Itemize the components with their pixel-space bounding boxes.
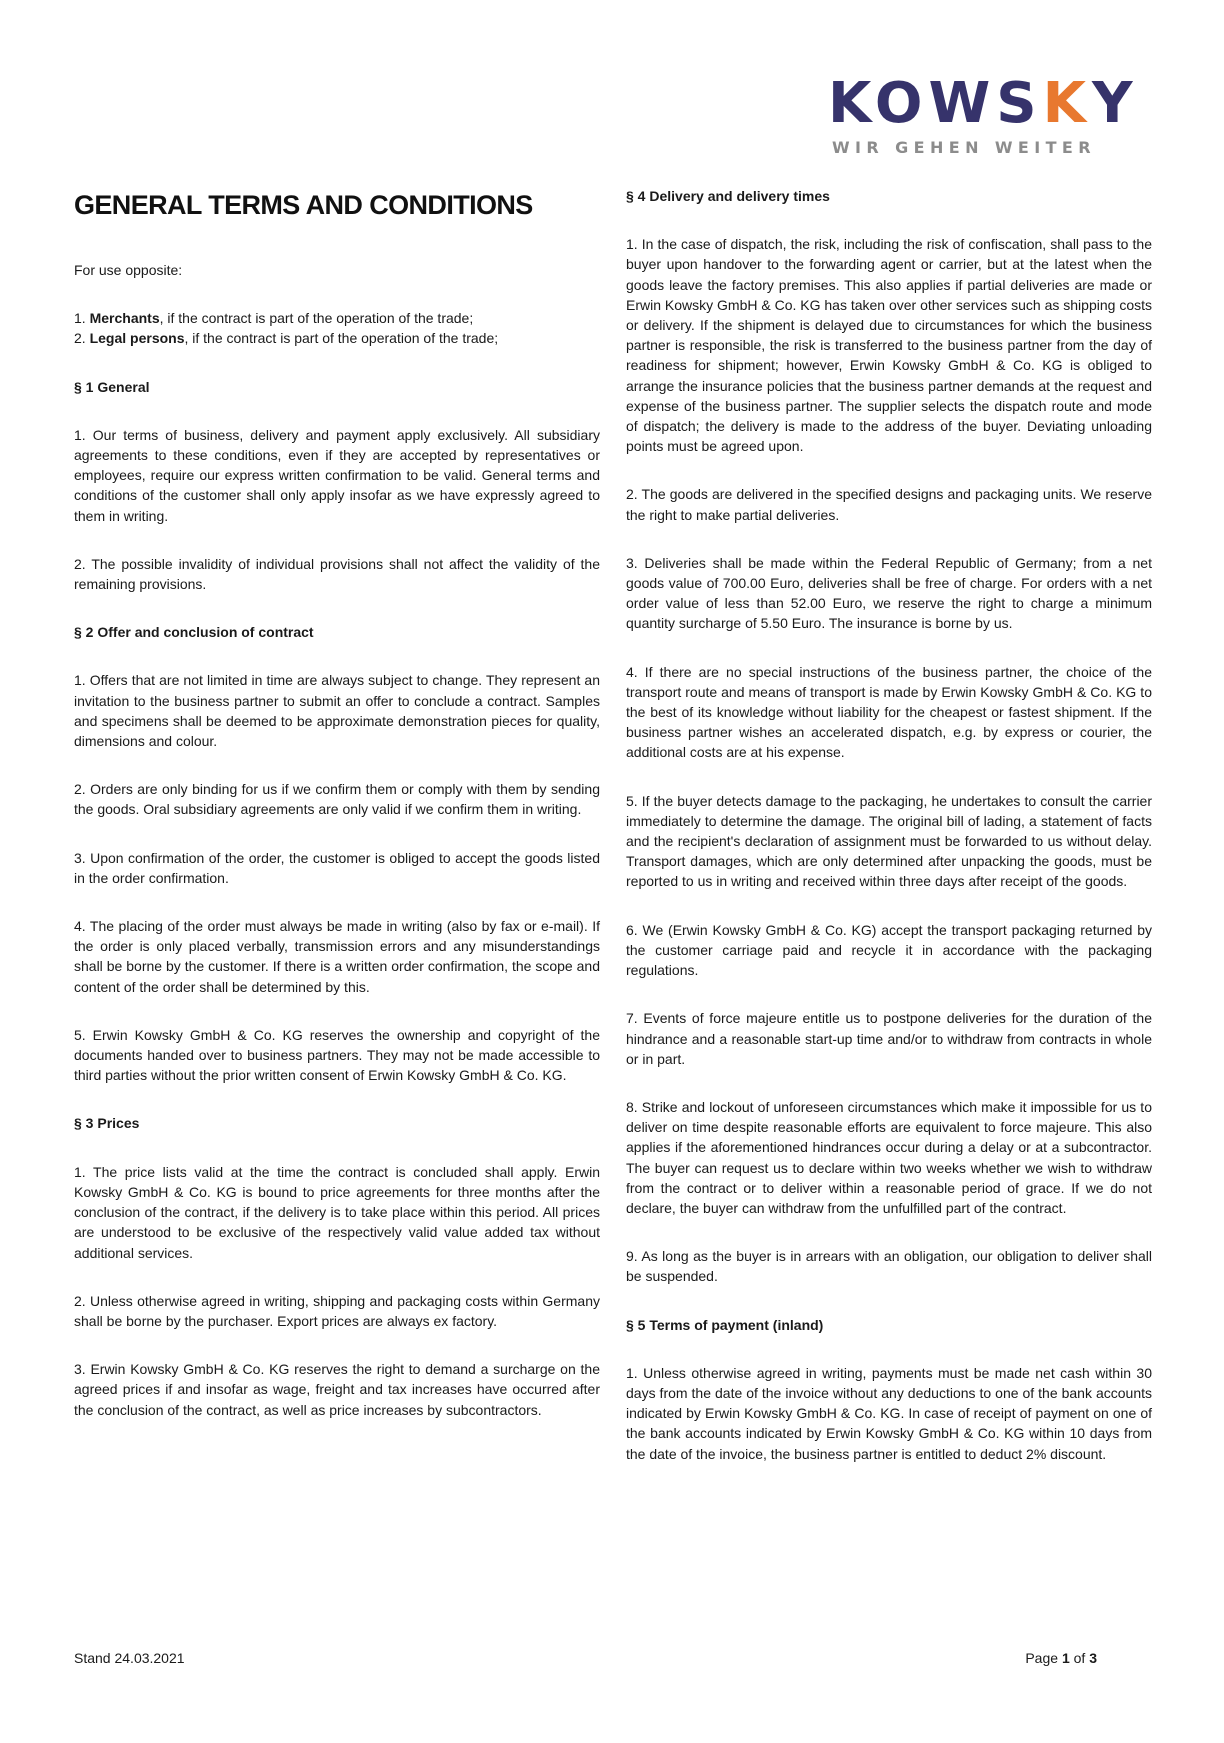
- intro-text: For use opposite:: [74, 262, 183, 278]
- section-heading: § 2 Offer and conclusion of contract: [74, 624, 314, 641]
- clause-paragraph: 9. As long as the buyer is in arrears with an obligation, our obligation to deliver shall be suspended.: [626, 1248, 1152, 1285]
- clause-paragraph: 4. The placing of the order must always be made in writing (also by fax or e-mail). If the order is only placed verbally, transmission errors and any misunderstandings shall be borne by the customer. If there is a written order confirmation, the scope and content of the order shall be determined by this.: [74, 918, 600, 995]
- section-heading: § 5 Terms of payment (inland): [626, 1316, 824, 1333]
- right-sections: [626, 186, 1152, 1464]
- logo-tagline: WIR GEHEN WEITER: [832, 138, 1096, 157]
- clause-paragraph: 2. Unless otherwise agreed in writing, shipping and packaging costs within Germany shall be borne by the purchaser. Export prices are always ex factory.: [74, 1292, 600, 1329]
- clause-paragraph: 2. The goods are delivered in the specified designs and packaging units. We reserve the right to make partial deliveries.: [626, 486, 1152, 523]
- list-item: 1. Merchants, if the contract is part of the operation of the trade;: [74, 310, 474, 327]
- clause-paragraph: 5. If the buyer detects damage to the packaging, he undertakes to consult the carrier immediately to determine the damage. The original bill of lading, a statement of facts and the recipient's declaration of assignment must be forwarded to us without delay. Transport damages, which are only determined after unpacking the goods, must be reported to us in writing and received within three days after receipt of the goods.: [626, 792, 1152, 890]
- clause-paragraph: 3. Deliveries shall be made within the Federal Republic of Germany; from a net goods value of 700.00 Euro, deliveries shall be free of charge. For orders with a net order value of less than 52.00 Euro, we reserve the right to charge a minimum quantity surcharge of 5.50 Euro. The insurance is borne by us.: [626, 554, 1152, 632]
- clause-paragraph: 5. Erwin Kowsky GmbH & Co. KG reserves the ownership and copyright of the documents handed over to business partners. They may not be made accessible to third parties without the prior written consent of Erwin Kowsky GmbH & Co. KG.: [74, 1026, 600, 1084]
- clause-paragraph: 2. Orders are only binding for us if we confirm them or comply with them by sending the goods. Oral subsidiary agreements are only valid if we confirm them in writing.: [74, 781, 600, 818]
- clause-paragraph: 7. Events of force majeure entitle us to postpone deliveries for the duration of the hindrance and a reasonable start-up time and/or to withdraw from contracts in whole or in part.: [626, 1010, 1152, 1067]
- clause-paragraph: 1. The price lists valid at the time the contract is concluded shall apply. Erwin Kowsky GmbH & Co. KG is bound to price agreements for three months after the conclusion of the contract, if the delivery is to take place within this period. All prices are understood to be exclusive of the respectively valid value added tax without additional services.: [74, 1163, 600, 1261]
- footer-page-number: Page 1 of 3: [1025, 1650, 1097, 1666]
- clause-paragraph: 3. Upon confirmation of the order, the customer is obliged to accept the goods listed in the order confirmation.: [74, 849, 600, 886]
- clause-paragraph: 1. Unless otherwise agreed in writing, payments must be made net cash within 30 days from the date of the invoice without any deductions to one of the bank accounts indicated by Erwin Kowsky GmbH & Co. KG. In case of receipt of payment on one of the bank accounts indicated by Erwin Kowsky GmbH & Co. KG within 10 days from the date of the invoice, the business partner is entitled to deduct 2% discount.: [626, 1364, 1152, 1462]
- list-item: 2. Legal persons, if the contract is part of the operation of the trade;: [74, 330, 499, 347]
- clause-paragraph: 2. The possible invalidity of individual provisions shall not affect the validity of the remaining provisions.: [74, 555, 600, 593]
- company-logo: [828, 71, 1148, 157]
- clause-paragraph: 3. Erwin Kowsky GmbH & Co. KG reserves the right to demand a surcharge on the agreed prices if and insofar as wage, freight and tax increases have occurred after the conclusion of the contract, as well as price increases by subcontractors.: [74, 1361, 600, 1418]
- section-heading: § 3 Prices: [74, 1115, 140, 1132]
- applicability-list: [74, 308, 600, 348]
- left-column: [74, 190, 600, 1448]
- footer-date: Stand 24.03.2021: [74, 1650, 185, 1666]
- section-heading: § 4 Delivery and delivery times: [626, 188, 830, 204]
- clause-paragraph: 1. In the case of dispatch, the risk, including the risk of confiscation, shall pass to the buyer upon handover to the forwarding agent or carrier, but at the latest when the goods leave the factory premises. This also applies if partial deliveries are made or Erwin Kowsky GmbH & Co. KG has taken over other services such as shipping costs or delivery. If the shipment is delayed due to circumstances for which the business partner is responsible, the risk is transferred to the business partner from the day of readiness for shipment; however, Erwin Kowsky GmbH & Co. KG is obliged to arrange the insurance policies that the business partner demands at the request and expense of the business partner. The supplier selects the dispatch route and mode of dispatch; the delivery is made to the address of the buyer. Deviating unloading points must be agreed upon.: [626, 236, 1152, 455]
- document-title: GENERAL TERMS AND CONDITIONS: [74, 190, 533, 220]
- left-sections: [74, 377, 600, 1420]
- clause-paragraph: 1. Our terms of business, delivery and payment apply exclusively. All subsidiary agreements to these conditions, even if they are accepted by representatives or employees, require our express written confirmation to be valid. General terms and conditions of the customer shall only apply insofar as we have expressly agreed to them in writing.: [74, 426, 600, 524]
- clause-paragraph: 1. Offers that are not limited in time are always subject to change. They represent an invitation to the business partner to submit an offer to conclude a contract. Samples and specimens shall be deemed to be approximate demonstration pieces for quality, dimensions and colour.: [74, 672, 600, 750]
- clause-paragraph: 4. If there are no special instructions of the business partner, the choice of the transport route and means of transport is made by Erwin Kowsky GmbH & Co. KG to the best of its knowledge without liability for the cheapest or fastest shipment. If the business partner wishes an accelerated dispatch, e.g. by express or courier, the additional costs are at his expense.: [626, 663, 1152, 761]
- logo-wordmark: KOWSKY: [828, 71, 1139, 136]
- right-column: [626, 186, 1152, 1492]
- clause-paragraph: 6. We (Erwin Kowsky GmbH & Co. KG) accept the transport packaging returned by the customer carriage paid and recycle it in accordance with the packaging regulations.: [626, 921, 1152, 979]
- clause-paragraph: 8. Strike and lockout of unforeseen circumstances which make it impossible for us to deliver on time despite reasonable efforts are equivalent to force majeure. This also applies if the aforementioned hindrances occur during a delay or at a subcontractor. The buyer can request us to declare within two weeks whether we wish to withdraw from the contract or to deliver within a reasonable period of grace. If we do not declare, the buyer can withdraw from the unfulfilled part of the contract.: [626, 1098, 1152, 1216]
- section-heading: § 1 General: [74, 378, 150, 395]
